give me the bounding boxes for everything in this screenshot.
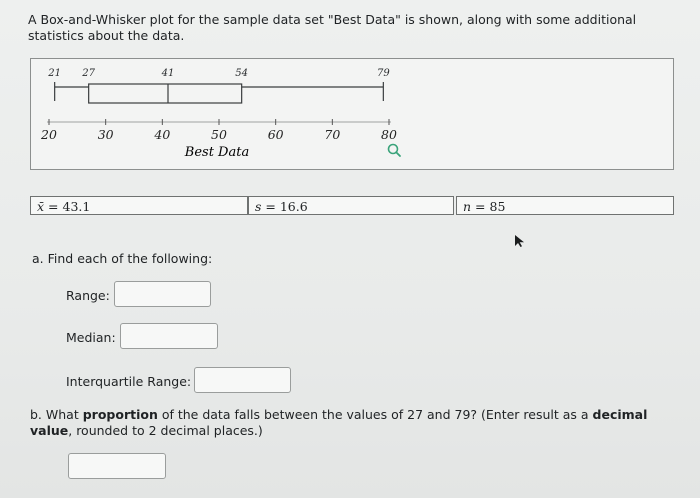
boxplot-chart — [31, 59, 673, 169]
n-box — [456, 196, 674, 215]
iqr-input[interactable] — [194, 367, 291, 393]
x-tick-label: 60 — [267, 127, 284, 142]
question-b-part-1: b. What — [30, 407, 83, 422]
sd-value: = 16.6 — [265, 199, 308, 214]
boxplot-panel — [30, 58, 674, 170]
median-label: Median: — [66, 330, 116, 345]
x-tick-label: 30 — [97, 127, 114, 142]
sd-symbol: s — [255, 199, 262, 214]
x-tick-label: 40 — [154, 127, 171, 142]
stats-row — [0, 196, 700, 216]
mouse-pointer-icon — [513, 234, 527, 248]
range-input[interactable] — [114, 281, 211, 307]
value-label: 21 — [48, 68, 62, 79]
question-b-bold-2: decimal value — [30, 407, 648, 438]
value-label: 27 — [82, 68, 96, 79]
range-label: Range: — [66, 288, 110, 303]
mean-value: = 43.1 — [48, 199, 91, 214]
intro-text: A Box-and-Whisker plot for the sample data set "Best Data" is shown, along with some additional statistics about the data. — [28, 12, 637, 43]
mean-symbol: x̄ — [37, 199, 45, 214]
question-b-part-3: , rounded to 2 decimal places.) — [68, 423, 263, 438]
proportion-input[interactable] — [68, 453, 166, 479]
value-label: 54 — [235, 68, 249, 79]
n-value: = 85 — [475, 199, 506, 214]
x-tick-label: 50 — [211, 127, 227, 142]
iqr-box — [89, 84, 242, 103]
value-label: 41 — [161, 68, 175, 79]
magnifier-icon[interactable] — [389, 145, 401, 157]
x-tick-label: 70 — [324, 127, 341, 142]
median-input[interactable] — [120, 323, 218, 349]
question-b-text — [30, 407, 670, 439]
question-b-bold-1: proportion — [82, 407, 158, 422]
x-tick-label: 20 — [41, 127, 57, 142]
n-symbol: n — [463, 199, 472, 214]
mean-box — [30, 196, 248, 215]
x-axis-label: Best Data — [184, 145, 250, 160]
sd-box — [248, 196, 454, 215]
question-a-prompt: a. Find each of the following: — [32, 251, 213, 266]
question-b-part-2: of the data falls between the values of 27 and 79? (Enter result as a — [157, 407, 593, 422]
x-tick-label: 80 — [381, 127, 397, 142]
iqr-label: Interquartile Range: — [66, 374, 192, 389]
value-label: 79 — [376, 68, 390, 79]
